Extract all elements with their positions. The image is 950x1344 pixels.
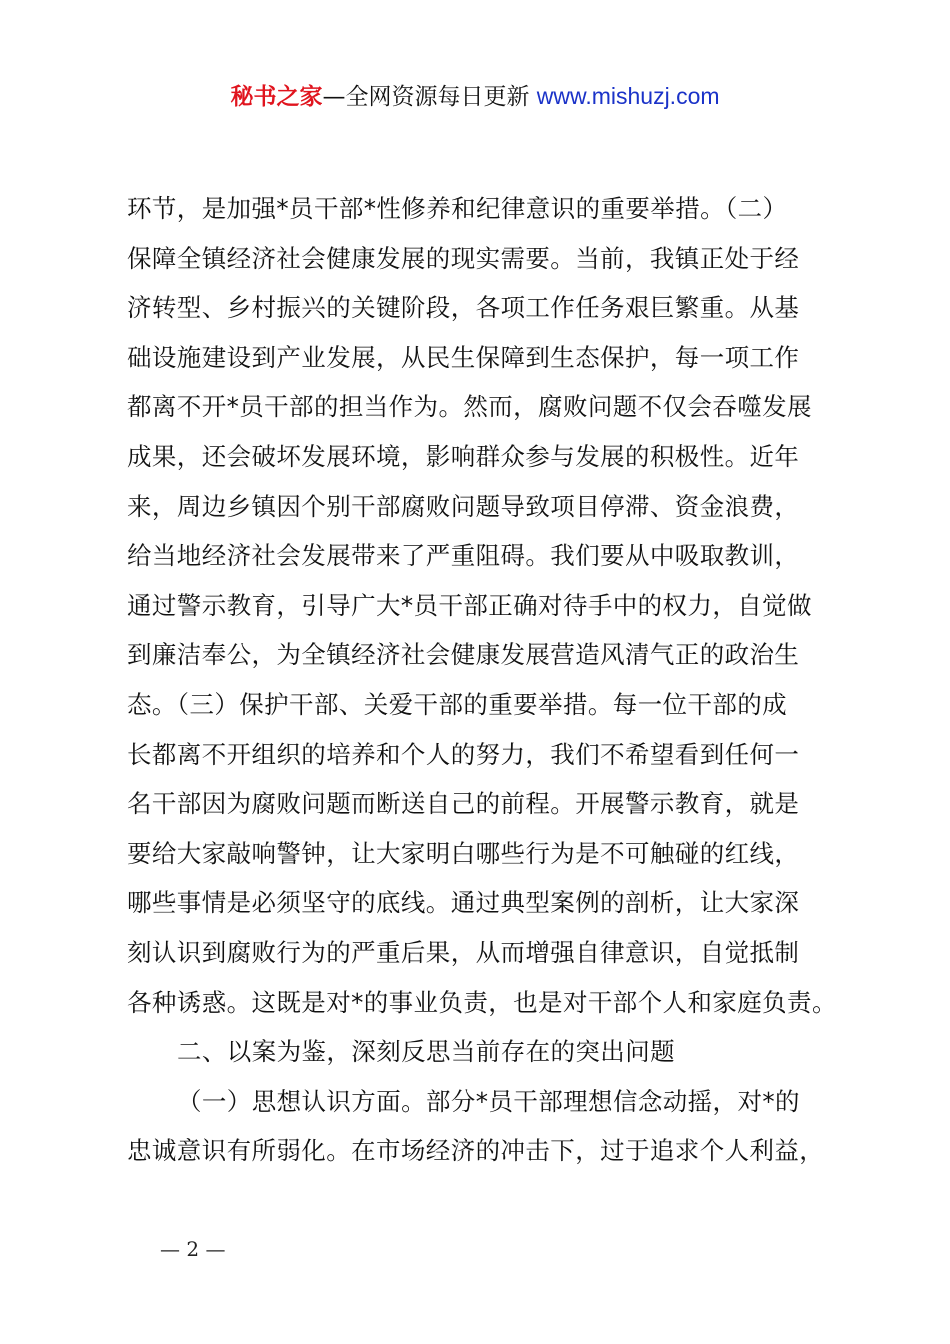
text-line: 态。（三）保护干部、关爱干部的重要举措。每一位干部的成 — [127, 689, 788, 719]
text-line: 环节，是加强*员干部*性修养和纪律意识的重要举措。（二） — [127, 194, 788, 223]
text-line: 哪些事情是必须坚守的底线。通过典型案例的剖析，让大家深 — [127, 888, 800, 918]
text-line: 济转型、乡村振兴的关键阶段，各项工作任务艰巨繁重。从基 — [127, 293, 800, 323]
page-number: — 2 — — [160, 1237, 226, 1261]
site-header — [0, 80, 950, 113]
text-line: 来，周边乡镇因个别干部腐败问题导致项目停滞、资金浪费， — [127, 491, 800, 521]
text-line: 础设施建设到产业发展，从民生保障到生态保护，每一项工作 — [127, 342, 800, 372]
text-line: 各种诱惑。这既是对*的事业负责，也是对干部个人和家庭负责。 — [127, 987, 837, 1017]
text-line: 要给大家敲响警钟，让大家明白哪些行为是不可触碰的红线， — [127, 838, 800, 868]
text-line: 长都离不开组织的培养和个人的努力，我们不希望看到任何一 — [127, 739, 800, 769]
header-tagline: —全网资源每日更新 — [322, 84, 530, 110]
text-line: 名干部因为腐败问题而断送自己的前程。开展警示教育，就是 — [127, 789, 800, 819]
text-line: 成果，还会破坏发展环境，影响群众参与发展的积极性。近年 — [127, 441, 800, 471]
brand-name: 秘书之家 — [230, 84, 323, 110]
text-line: 都离不开*员干部的担当作为。然而，腐败问题不仅会吞噬发展 — [127, 392, 812, 422]
text-line: 保障全镇经济社会健康发展的现实需要。当前，我镇正处于经 — [127, 243, 800, 273]
text-line: 给当地经济社会发展带来了严重阻碍。我们要从中吸取教训， — [127, 541, 800, 571]
text-line: 忠诚意识有所弱化。在市场经济的冲击下，过于追求个人利益， — [127, 1136, 825, 1166]
document-body — [127, 184, 839, 1176]
site-url-link[interactable]: www.mishuzj.com — [536, 83, 720, 109]
text-line: 刻认识到腐败行为的严重后果，从而增强自律意识，自觉抵制 — [127, 937, 800, 967]
section-heading: 二、以案为鉴，深刻反思当前存在的突出问题 — [177, 1037, 675, 1067]
text-line: 通过警示教育，引导广大*员干部正确对待手中的权力，自觉做 — [127, 590, 812, 620]
text-line: 到廉洁奉公，为全镇经济社会健康发展营造风清气正的政治生 — [127, 640, 800, 670]
paragraph-first-line: （一）思想认识方面。部分*员干部理想信念动摇，对*的 — [177, 1086, 800, 1116]
